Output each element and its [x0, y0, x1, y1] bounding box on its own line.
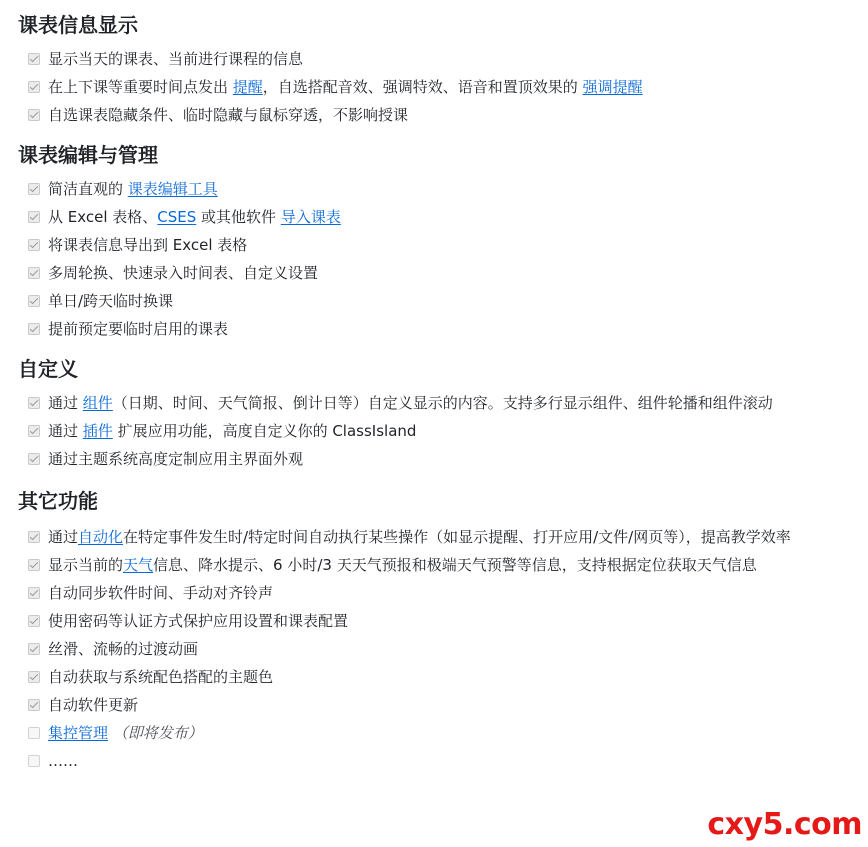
- item-text: 使用密码等认证方式保护应用设置和课表配置: [48, 612, 349, 630]
- site-watermark: cxy5.com: [707, 807, 862, 842]
- item-link[interactable]: CSES: [157, 208, 197, 226]
- item-text: 简洁直观的: [48, 180, 128, 198]
- task-list: [18, 178, 848, 340]
- task-list-item: [18, 206, 848, 228]
- checkbox-checked-icon: [28, 109, 40, 121]
- item-link[interactable]: 导入课表: [280, 208, 341, 226]
- checkbox-checked-icon: [28, 53, 40, 65]
- item-link[interactable]: 自动化: [78, 528, 124, 546]
- section-schedule-editing: [18, 142, 848, 340]
- item-text: 通过主题系统高度定制应用主界面外观: [48, 450, 304, 468]
- item-text: 多周轮换、快速录入时间表、自定义设置: [48, 264, 319, 282]
- section-customization: [18, 356, 848, 470]
- item-link[interactable]: 天气: [123, 556, 154, 574]
- checkbox-checked-icon: [28, 295, 40, 307]
- item-text: 通过: [48, 528, 79, 546]
- checkbox-unchecked-icon: [28, 727, 40, 739]
- checkbox-checked-icon: [28, 643, 40, 655]
- item-text: 将课表信息导出到 Excel 表格: [48, 236, 248, 254]
- task-list-item: [18, 750, 848, 772]
- item-text: 自动同步软件时间、手动对齐铃声: [48, 584, 274, 602]
- checkbox-checked-icon: [28, 81, 40, 93]
- item-text: 从 Excel 表格、: [48, 208, 158, 226]
- item-text: （日期、时间、天气简报、倒计日等）自定义显示的内容。支持多行显示组件、组件轮播和组件滚动: [112, 394, 773, 412]
- task-list-item: [18, 104, 848, 126]
- task-list-item: [18, 420, 848, 442]
- section-heading: 其它功能: [18, 489, 98, 513]
- task-list-item: [18, 554, 848, 576]
- task-list-item: [18, 48, 848, 70]
- item-text: 丝滑、流畅的过渡动画: [48, 640, 199, 658]
- task-list-item: [18, 392, 848, 414]
- task-list-item: [18, 582, 848, 604]
- item-text: 通过: [48, 422, 83, 440]
- checkbox-unchecked-icon: [28, 755, 40, 767]
- task-list-item: [18, 262, 848, 284]
- item-text: ，自选搭配音效、强调特效、语音和置顶效果的: [262, 78, 583, 96]
- task-list-item: [18, 448, 848, 470]
- section-other-features: [18, 488, 848, 772]
- section-schedule-display: [18, 0, 848, 126]
- item-text: ……: [48, 752, 78, 770]
- item-link[interactable]: 集控管理: [48, 724, 109, 742]
- task-list-item: [18, 722, 848, 744]
- item-text: 显示当天的课表、当前进行课程的信息: [48, 50, 304, 68]
- task-list: [18, 48, 848, 126]
- task-list-item: [18, 694, 848, 716]
- task-list: [18, 392, 848, 470]
- item-link[interactable]: 提醒: [232, 78, 263, 96]
- task-list-item: [18, 638, 848, 660]
- task-list-item: [18, 234, 848, 256]
- task-list-item: [18, 526, 848, 548]
- item-link[interactable]: 插件: [82, 422, 113, 440]
- checkbox-checked-icon: [28, 183, 40, 195]
- item-link[interactable]: 组件: [82, 394, 113, 412]
- checkbox-checked-icon: [28, 397, 40, 409]
- checkbox-checked-icon: [28, 323, 40, 335]
- item-text: 自选课表隐藏条件、临时隐藏与鼠标穿透，不影响授课: [48, 106, 409, 124]
- checkbox-checked-icon: [28, 453, 40, 465]
- checkbox-checked-icon: [28, 671, 40, 683]
- section-heading: 课表编辑与管理: [18, 143, 158, 167]
- checkbox-checked-icon: [28, 239, 40, 251]
- item-text: 在上下课等重要时间点发出: [48, 78, 233, 96]
- section-heading: 课表信息显示: [18, 13, 138, 37]
- checkbox-checked-icon: [28, 211, 40, 223]
- item-link[interactable]: 课表编辑工具: [127, 180, 218, 198]
- item-text: 提前预定要临时启用的课表: [48, 320, 229, 338]
- task-list-item: [18, 290, 848, 312]
- checkbox-checked-icon: [28, 531, 40, 543]
- item-text: 或其他软件: [196, 208, 281, 226]
- feature-list-page: [18, 0, 848, 778]
- task-list-item: [18, 610, 848, 632]
- task-list-item: [18, 318, 848, 340]
- item-text: 扩展应用功能，高度自定义你的 ClassIsland: [112, 422, 417, 440]
- item-text: 自动获取与系统配色搭配的主题色: [48, 668, 274, 686]
- task-list-item: [18, 178, 848, 200]
- item-text: 显示当前的: [48, 556, 124, 574]
- item-note: （即将发布）: [112, 724, 203, 742]
- checkbox-checked-icon: [28, 699, 40, 711]
- item-text: 在特定事件发生时/特定时间自动执行某些操作（如显示提醒、打开应用/文件/网页等），提高教学效率: [123, 528, 791, 546]
- checkbox-checked-icon: [28, 425, 40, 437]
- section-heading: 自定义: [18, 357, 78, 381]
- item-text: 单日/跨天临时换课: [48, 292, 174, 310]
- task-list-item: [18, 666, 848, 688]
- task-list: [18, 526, 848, 772]
- item-text: 信息、降水提示、6 小时/3 天天气预报和极端天气预警等信息，支持根据定位获取天气信息: [153, 556, 757, 574]
- checkbox-checked-icon: [28, 587, 40, 599]
- item-link[interactable]: 强调提醒: [582, 78, 643, 96]
- checkbox-checked-icon: [28, 615, 40, 627]
- item-text: 自动软件更新: [48, 696, 139, 714]
- checkbox-checked-icon: [28, 267, 40, 279]
- task-list-item: [18, 76, 848, 98]
- checkbox-checked-icon: [28, 559, 40, 571]
- item-text: 通过: [48, 394, 83, 412]
